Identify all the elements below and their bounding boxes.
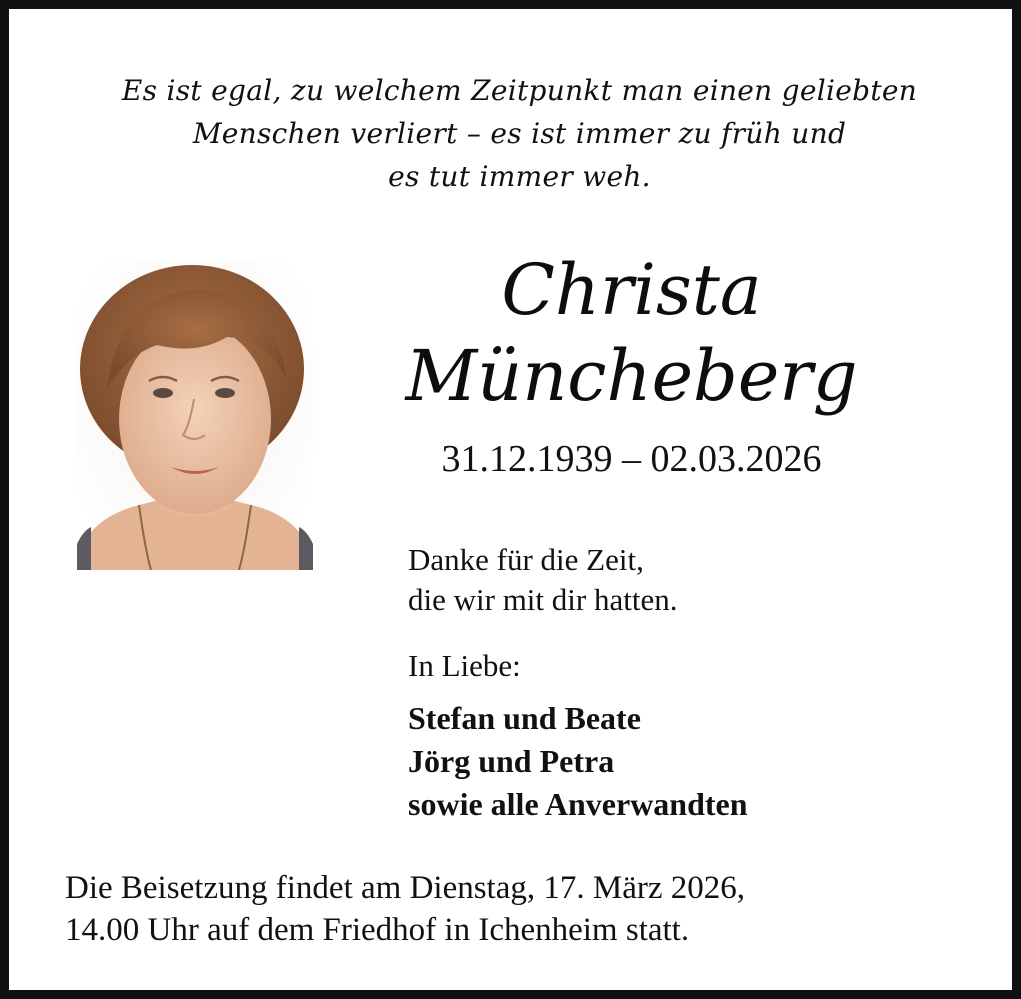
deceased-name: [369, 247, 894, 419]
mourner-name: Stefan und Beate: [408, 700, 641, 736]
mourners-list: [408, 697, 748, 826]
first-name: Christa: [501, 249, 762, 331]
motto-quote: [39, 69, 1000, 198]
motto-line: Menschen verliert – es ist immer zu früh und: [192, 117, 847, 150]
funeral-line: 14.00 Uhr auf dem Friedhof in Ichenheim statt.: [65, 912, 690, 948]
last-name: Müncheberg: [405, 335, 858, 417]
life-dates: 31.12.1939 – 02.03.2026: [441, 438, 822, 480]
funeral-line: Die Beisetzung findet am Dienstag, 17. März 2026,: [65, 870, 745, 906]
in-love-intro: In Liebe:: [408, 648, 521, 683]
thanks-line: die wir mit dir hatten.: [408, 582, 678, 617]
motto-line: Es ist egal, zu welchem Zeitpunkt man einen geliebten: [121, 74, 918, 107]
mourner-name: sowie alle Anverwandten: [408, 786, 748, 822]
portrait-image: [77, 259, 313, 570]
thanks-message: [408, 540, 677, 620]
funeral-info: [65, 867, 745, 951]
mourner-name: Jörg und Petra: [408, 743, 615, 779]
thanks-line: Danke für die Zeit,: [408, 542, 644, 577]
motto-line: es tut immer weh.: [388, 160, 651, 193]
portrait-photo: [77, 259, 313, 570]
